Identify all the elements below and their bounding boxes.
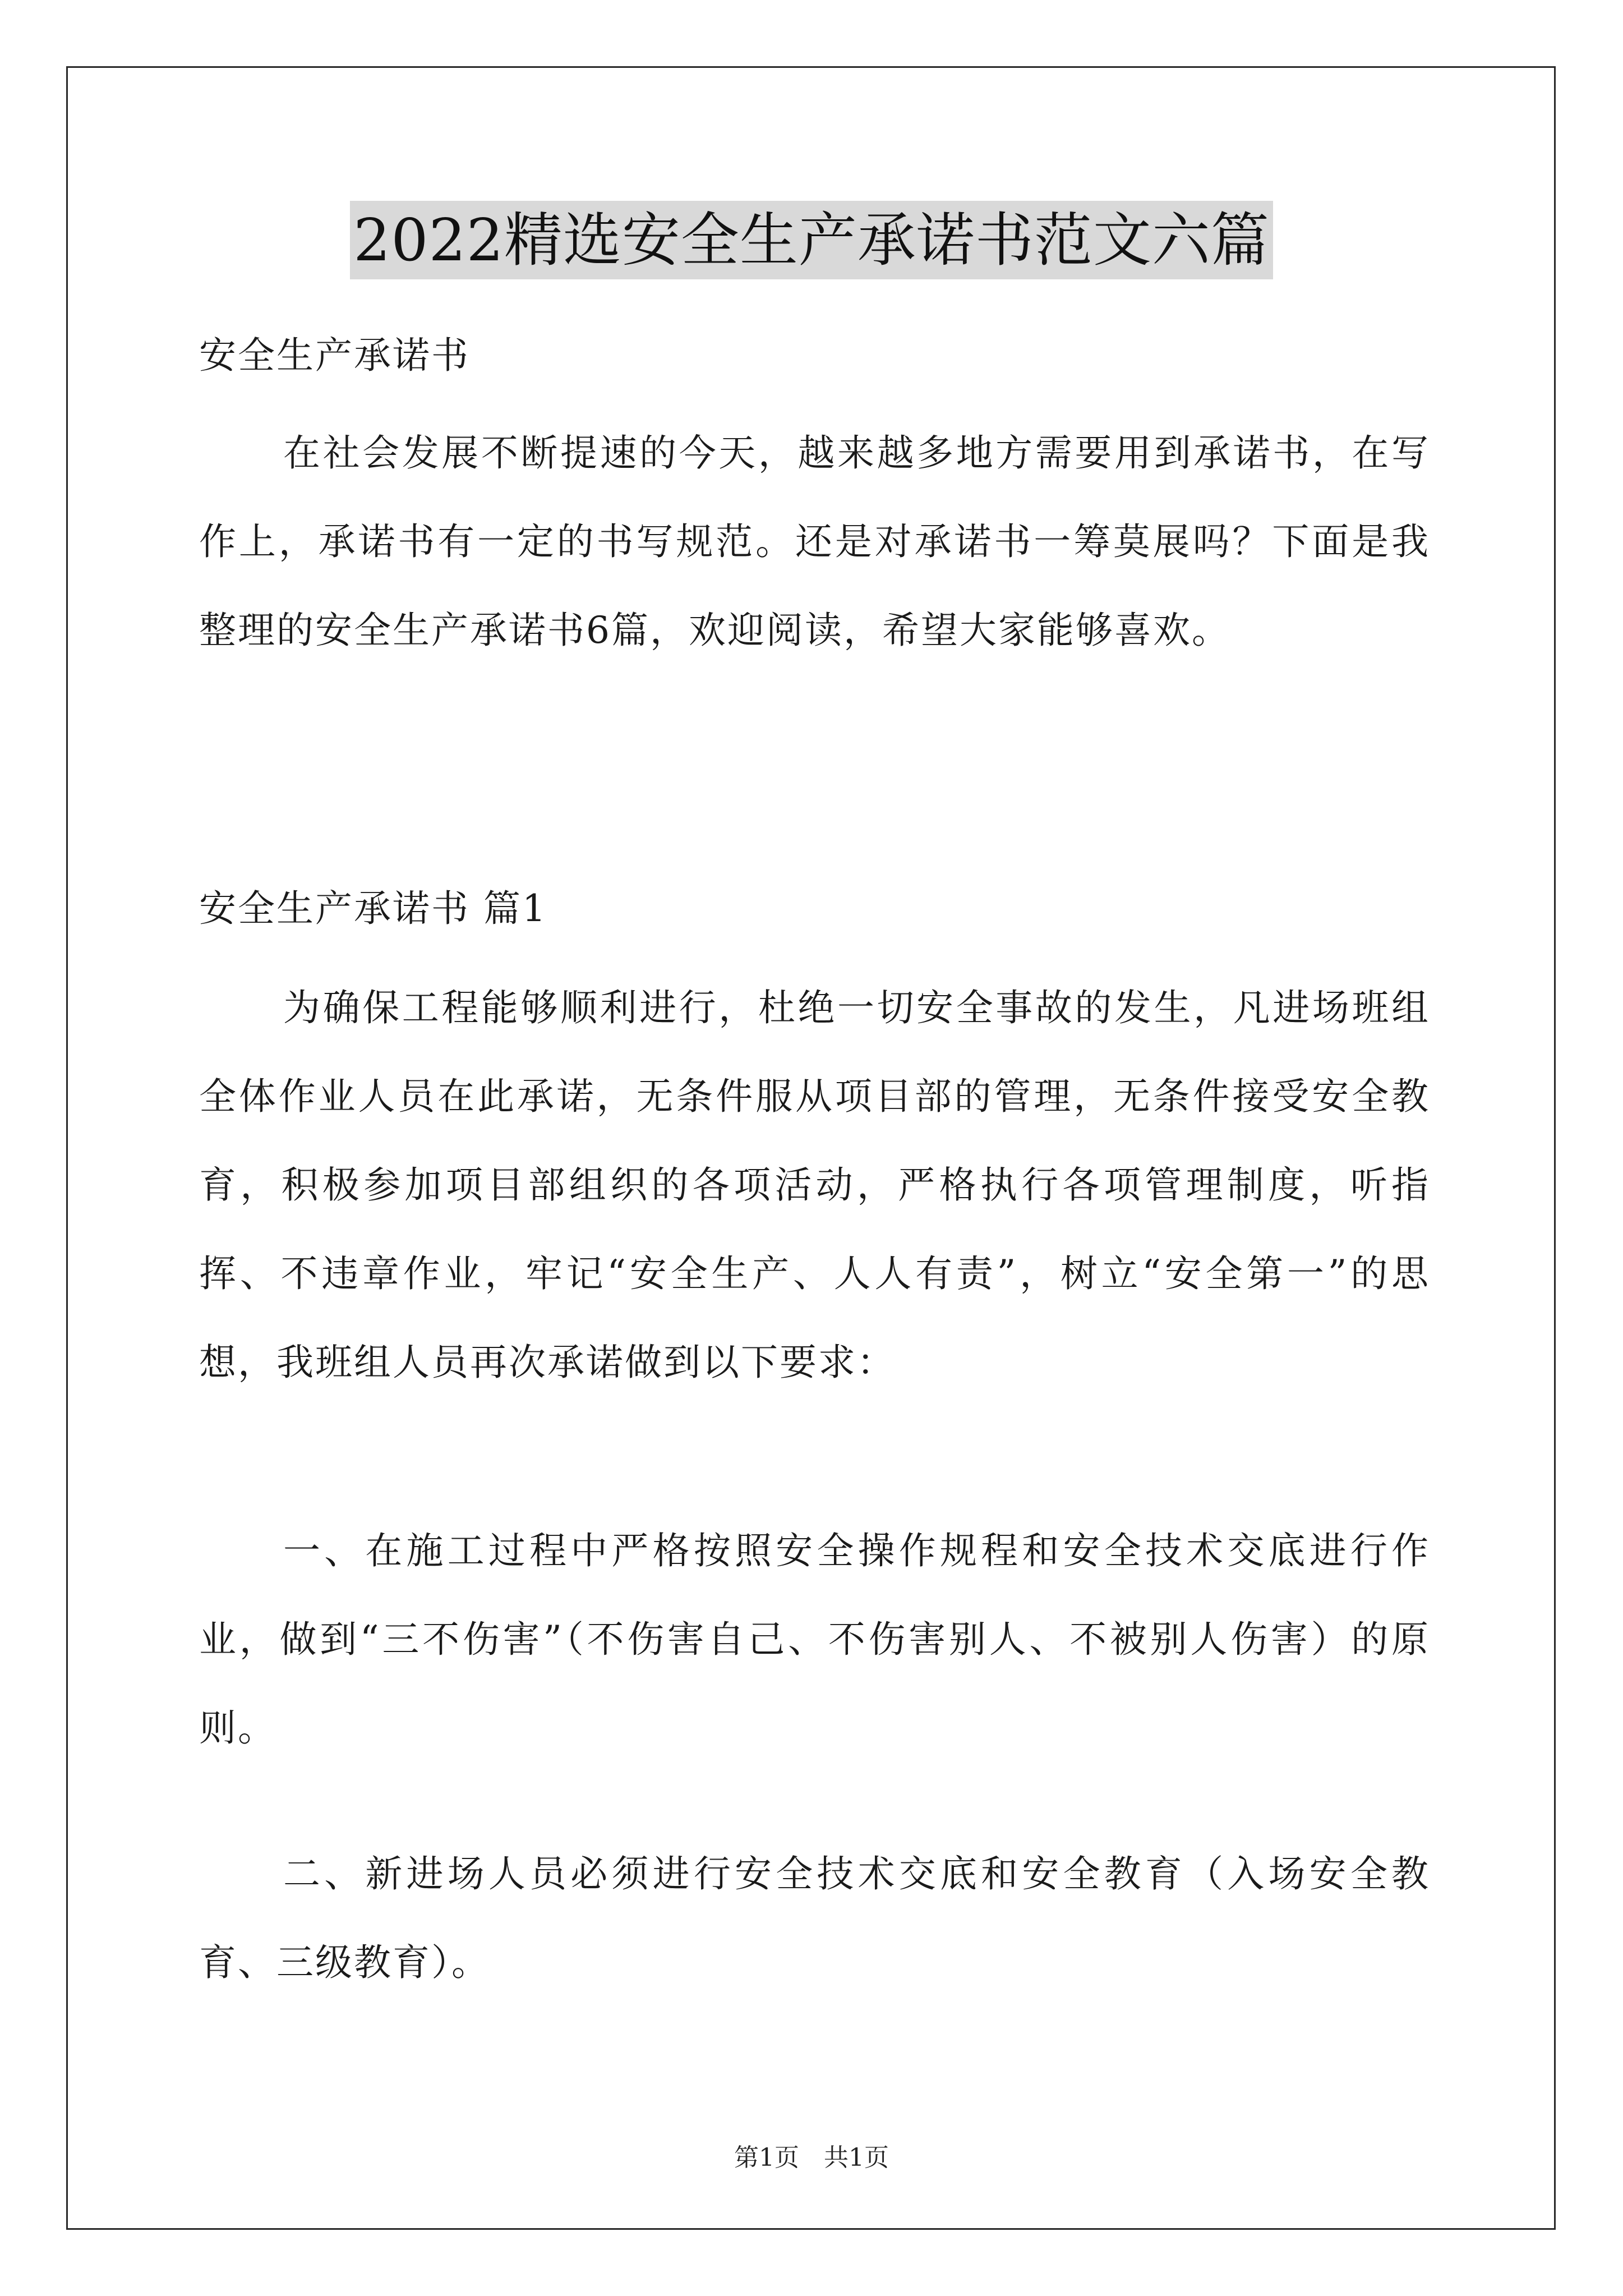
intro-heading: 安全生产承诺书 [199, 334, 470, 377]
section-heading: 安全生产承诺书 篇1 [199, 887, 547, 930]
document-title: 2022精选安全生产承诺书范文六篇 [350, 201, 1273, 279]
paragraph-commitment: 为确保工程能够顺利进行，杜绝一切安全事故的发生，凡进场班组全体作业人员在此承诺，无条件服从项目部的管理，无条件接受安全教育，积极参加项目部组织的各项活动，严格执行各项管理制度，听指挥、不违章作业，牢记“安全生产、人人有责”，树立“安全第一”的思想，我班组人员再次承诺做到以下要求： [199, 986, 1430, 1384]
page-number-total: 共1页 [824, 2143, 889, 2172]
title-container [0, 201, 1623, 279]
page-number-current: 第1页 [734, 2143, 799, 2172]
intro-paragraph: 在社会发展不断提速的今天，越来越多地方需要用到承诺书，在写作上，承诺书有一定的书写规范。还是对承诺书一筹莫展吗？下面是我整理的安全生产承诺书6篇，欢迎阅读，希望大家能够喜欢。 [199, 431, 1430, 652]
paragraph-rule-two: 二、新进场人员必须进行安全技术交底和安全教育（入场安全教育、三级教育）。 [199, 1852, 1430, 1984]
paragraph-rule-one: 一、在施工过程中严格按照安全操作规程和安全技术交底进行作业，做到“三不伤害”（不伤害自己、不伤害别人、不被别人伤害）的原则。 [199, 1529, 1430, 1750]
page-footer [0, 2137, 1623, 2173]
